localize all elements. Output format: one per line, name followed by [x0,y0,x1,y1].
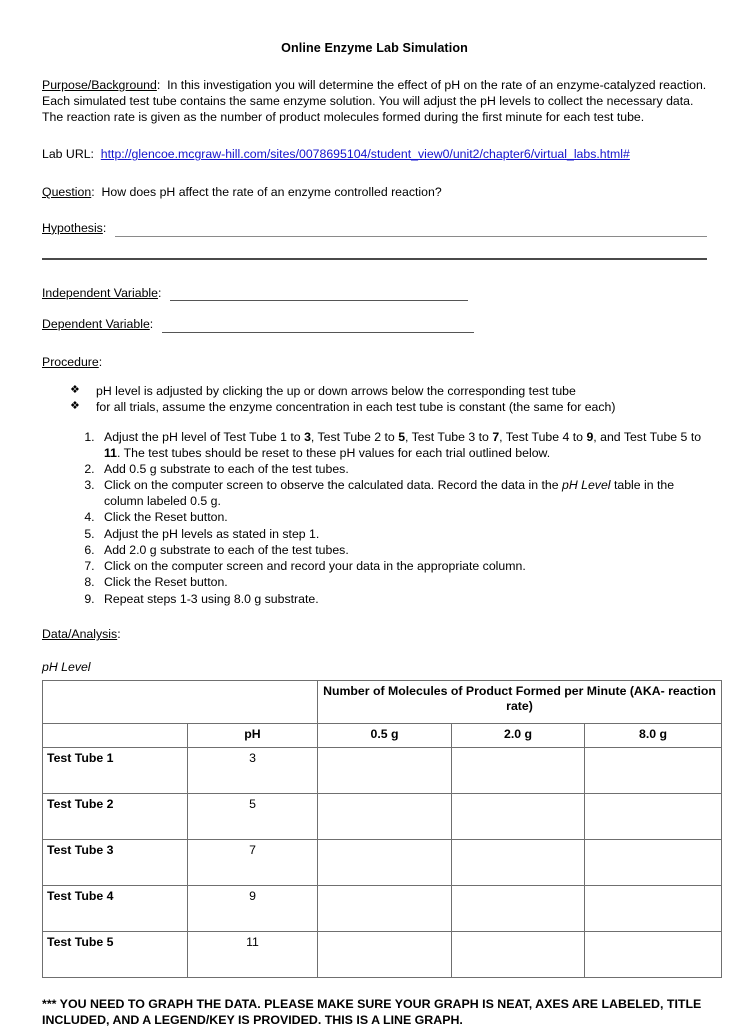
table-header-row-group [43,680,722,723]
table-cell-reaction-rate-2[interactable] [452,793,585,839]
table-subheader-row [43,723,722,747]
list-item [70,400,707,416]
procedure-step [98,462,707,478]
table-cell-ph-value: 3 [188,747,318,793]
procedure-step-text: Repeat steps 1-3 using 8.0 g substrate. [104,591,319,606]
table-cell-reaction-rate-3[interactable] [585,839,722,885]
hypothesis-input-line-2[interactable] [42,257,707,260]
hypothesis-label: Hypothesis [42,220,103,235]
table-group-header: Number of Molecules of Product Formed per Minute (AKA- reaction rate) [318,680,722,723]
table-row [43,747,722,793]
hypothesis-input-line-1[interactable] [115,224,707,237]
procedure-step-text: . The test tubes should be reset to these pH values for each trial outlined below. [117,445,551,460]
table-cell-tube-label: Test Tube 3 [43,839,188,885]
table-cell-reaction-rate-3[interactable] [585,793,722,839]
procedure-step [98,478,707,509]
table-cell-tube-label: Test Tube 4 [43,885,188,931]
procedure-step-text: Add 2.0 g substrate to each of the test tubes. [104,542,349,557]
procedure-step-text: Click the Reset button. [104,575,228,590]
diamond-bullet-icon: ❖ [70,383,80,396]
table-cell-ph-value: 7 [188,839,318,885]
table-cell-reaction-rate-2[interactable] [452,931,585,977]
table-subheader-ph: pH [188,723,318,747]
table-row [43,793,722,839]
purpose-background-text: In this investigation you will determine the effect of pH on the rate of an enzyme-catalyzed reaction. Each simulated test tube contains the same enzyme solution. You will adjust the pH levels to collect the necessary data. The reaction rate is given as the number of product molecules formed during the first minute for each test tube. [42,78,707,124]
question-label: Question [42,185,92,200]
procedure-step [98,543,707,559]
table-cell-reaction-rate-1[interactable] [318,839,452,885]
procedure-steps-list [42,430,707,607]
table-cell-reaction-rate-1[interactable] [318,793,452,839]
graph-instruction-note: *** YOU NEED TO GRAPH THE DATA. PLEASE MAKE SURE YOUR GRAPH IS NEAT, AXES ARE LABELED, TITLE INCLUDED, AND A LEGEND/KEY IS PROVIDED. THIS IS A LINE GRAPH. [42,996,702,1028]
table-cell-reaction-rate-2[interactable] [452,885,585,931]
purpose-background-label: Purpose/Background [42,78,157,93]
question-text: How does pH affect the rate of an enzyme controlled reaction? [101,185,442,200]
purpose-colon: : [156,78,161,93]
procedure-step [98,510,707,526]
procedure-step-text: 7 [492,430,500,445]
diamond-bullet-icon: ❖ [70,400,80,413]
ph-level-table-caption: pH Level [42,660,91,674]
procedure-heading [42,355,707,371]
lab-url-line [42,147,707,163]
procedure-step [98,559,707,575]
procedure-step [98,592,707,608]
table-cell-reaction-rate-3[interactable] [585,885,722,931]
dependent-variable-label: Dependent Variable [42,317,150,332]
table-body [43,747,722,977]
procedure-step-text: 5 [398,430,406,445]
hypothesis-line [42,221,707,237]
lab-url-label: Lab URL: [42,147,94,162]
independent-variable-colon: : [158,285,162,300]
question-line [42,185,707,201]
procedure-step [98,527,707,543]
table-cell-ph-value: 11 [188,931,318,977]
table-cell-reaction-rate-2[interactable] [452,839,585,885]
list-item [70,384,707,400]
table-row [43,931,722,977]
table-cell-reaction-rate-1[interactable] [318,931,452,977]
data-analysis-colon: : [117,627,121,642]
table-subheader-rowlabel [43,723,188,747]
question-colon: : [91,185,95,200]
independent-variable-label: Independent Variable [42,285,159,300]
table-header-blank-cell [43,680,318,723]
table-row [43,839,722,885]
table-cell-ph-value: 5 [188,793,318,839]
table-cell-reaction-rate-3[interactable] [585,747,722,793]
procedure-step-text: Adjust the pH level of Test Tube 1 to [104,430,305,445]
dependent-variable-label-wrap [42,317,153,333]
table-cell-reaction-rate-1[interactable] [318,885,452,931]
dependent-variable-line [42,317,707,333]
procedure-label: Procedure [42,354,99,369]
procedure-step-text: Click the Reset button. [104,510,228,525]
procedure-step-text: 11 [104,445,117,460]
table-subheader-dose-3: 8.0 g [585,723,722,747]
table-cell-tube-label: Test Tube 5 [43,931,188,977]
procedure-notes-list [42,384,707,416]
hypothesis-label-wrap [42,221,106,237]
table-row [43,885,722,931]
procedure-step-text: , Test Tube 3 to [405,430,493,445]
procedure-step-text: Adjust the pH levels as stated in step 1. [104,526,320,541]
document-body [42,78,716,978]
procedure-step-text: 9 [586,430,594,445]
independent-variable-label-wrap [42,286,161,302]
hypothesis-colon: : [102,220,107,235]
table-cell-tube-label: Test Tube 2 [43,793,188,839]
table-cell-reaction-rate-2[interactable] [452,747,585,793]
table-cell-reaction-rate-3[interactable] [585,931,722,977]
table-cell-tube-label: Test Tube 1 [43,747,188,793]
procedure-step-text: Click on the computer screen to observe the calculated data. Record the data in the [104,478,562,493]
lab-url-link[interactable]: http://glencoe.mcgraw-hill.com/sites/0078695104/student_view0/unit2/chapter6/virtual_labs.html# [100,147,630,162]
dependent-variable-colon: : [149,317,154,332]
procedure-step-text: 3 [304,430,311,445]
procedure-note-text: pH level is adjusted by clicking the up or down arrows below the corresponding test tube [96,383,576,398]
independent-variable-line [42,286,707,302]
procedure-note-text: for all trials, assume the enzyme concentration in each test tube is constant (the same for each) [96,400,616,415]
table-cell-reaction-rate-1[interactable] [318,747,452,793]
data-analysis-heading [42,627,707,643]
procedure-step-text: , and Test Tube 5 to [593,430,702,445]
purpose-background-paragraph [42,78,707,125]
procedure-step-text: , Test Tube 2 to [310,430,399,445]
table-subheader-dose-2: 2.0 g [452,723,585,747]
procedure-colon: : [98,354,103,369]
data-analysis-label: Data/Analysis [42,627,118,642]
procedure-step-text: Click on the computer screen and record your data in the appropriate column. [104,559,526,574]
procedure-step-text: pH Level [561,478,611,493]
procedure-step [98,575,707,591]
procedure-step-text: , Test Tube 4 to [499,430,587,445]
table-subheader-dose-1: 0.5 g [318,723,452,747]
procedure-step-text: Add 0.5 g substrate to each of the test tubes. [104,462,349,477]
independent-variable-input-line[interactable] [170,288,468,301]
ph-level-table [42,680,722,978]
dependent-variable-input-line[interactable] [162,320,474,333]
procedure-step [98,430,707,461]
procedure-step-text: table in the column labeled 0.5 g. [104,478,675,509]
page-title: Online Enzyme Lab Simulation [281,41,468,55]
table-cell-ph-value: 9 [188,885,318,931]
